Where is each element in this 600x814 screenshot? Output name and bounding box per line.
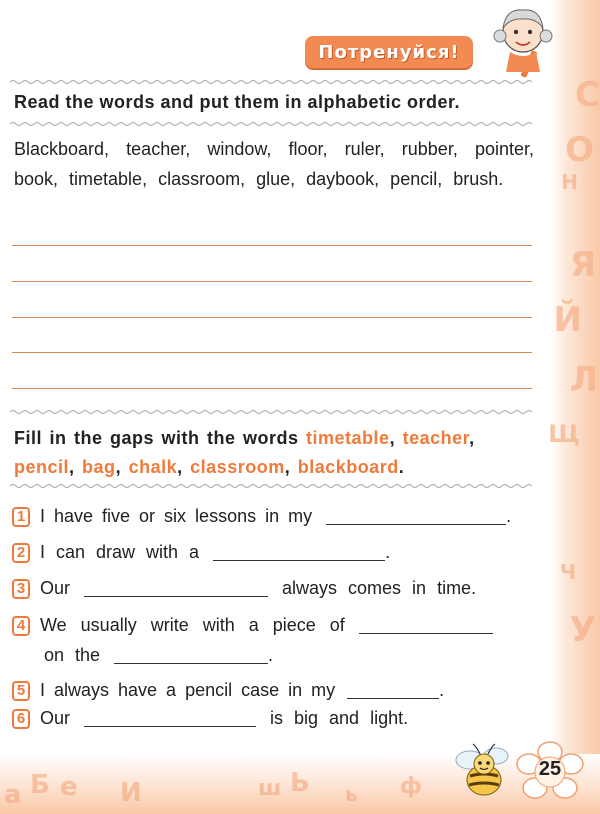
comma: , <box>389 428 396 448</box>
bottom-letter: е <box>60 772 78 802</box>
exercise1-word-list: Blackboard, teacher, window, floor, ruler, rubber, pointer, book, timetable, classroom, glue, daybook, pencil, brush. <box>14 139 534 189</box>
item-text: We usually write with a piece of <box>40 615 345 635</box>
bottom-letter: ф <box>400 774 422 799</box>
bee-mascot-icon <box>448 738 518 804</box>
item-end: . <box>385 542 391 562</box>
answer-line[interactable] <box>12 245 532 246</box>
bottom-letter: Б <box>30 770 50 800</box>
page-number: 25 <box>538 758 562 780</box>
comma: , <box>469 428 475 448</box>
comma: , <box>284 457 291 477</box>
wavy-divider <box>10 408 532 416</box>
item-number: 2 <box>12 543 30 563</box>
item-end: . <box>439 680 445 700</box>
gap-blank[interactable] <box>326 508 506 525</box>
period: . <box>398 457 405 477</box>
word-bag: bag <box>82 457 116 477</box>
side-letter: У <box>569 610 596 650</box>
side-letter: О <box>565 130 594 170</box>
girl-mascot-icon <box>488 2 558 80</box>
title-banner <box>305 36 473 68</box>
exercise-item-2 <box>12 542 536 563</box>
comma: , <box>69 457 75 477</box>
gap-blank[interactable] <box>359 617 493 634</box>
word-timetable: timetable <box>306 428 390 448</box>
gap-blank[interactable] <box>347 682 439 699</box>
wavy-divider <box>10 120 532 128</box>
item-number: 3 <box>12 579 30 599</box>
answer-line[interactable] <box>12 352 532 353</box>
comma: , <box>115 457 122 477</box>
answer-line[interactable] <box>12 281 532 282</box>
gap-blank[interactable] <box>114 647 268 664</box>
side-letter: Ч <box>559 560 576 584</box>
item-end: always comes in time. <box>282 578 477 598</box>
banner-title: Потренуйся! <box>318 41 460 63</box>
item-end: . <box>506 506 512 526</box>
item-text: Our <box>40 708 71 728</box>
bottom-letter: Ь <box>290 768 310 798</box>
exercise-item-1 <box>12 506 536 527</box>
exercise-item-4-line2 <box>44 645 568 666</box>
item-text: I always have a pencil case in my <box>40 680 336 700</box>
bottom-letter: а <box>4 780 22 810</box>
side-letter: С <box>575 75 600 115</box>
answer-line[interactable] <box>12 317 532 318</box>
side-letter: Л <box>569 360 598 400</box>
gap-blank[interactable] <box>84 580 268 597</box>
item-number: 1 <box>12 507 30 527</box>
item-end: . <box>268 645 274 665</box>
exercise-item-4 <box>12 615 536 636</box>
instruction-prefix: Fill in the gaps with the words <box>14 428 299 448</box>
side-decor-strip <box>550 0 600 814</box>
gap-blank[interactable] <box>213 544 385 561</box>
item-number: 5 <box>12 681 30 701</box>
bottom-letter: ш <box>258 776 282 801</box>
word-teacher: teacher <box>402 428 470 448</box>
side-letter: Й <box>553 300 582 340</box>
word-pencil: pencil <box>14 457 70 477</box>
word-chalk: chalk <box>128 457 178 477</box>
bottom-letter: ь <box>345 782 358 806</box>
comma: , <box>177 457 183 477</box>
wavy-divider <box>10 482 532 490</box>
exercise-item-3 <box>12 578 536 599</box>
exercise-item-6 <box>12 708 536 729</box>
item-number: 6 <box>12 709 30 729</box>
word-classroom: classroom <box>190 457 285 477</box>
item-text: on the <box>44 645 101 665</box>
item-text: I can draw with a <box>40 542 200 562</box>
word-blackboard: blackboard <box>297 457 399 477</box>
gap-blank[interactable] <box>84 710 256 727</box>
side-letter: Я <box>569 245 596 285</box>
exercise1-instruction: Read the words and put them in alphabetic order. <box>14 92 461 112</box>
exercise2-instruction <box>14 424 536 482</box>
side-letter: Н <box>561 170 578 194</box>
side-letter: Щ <box>548 420 580 448</box>
exercise-item-5 <box>12 680 536 701</box>
item-text: I have five or six lessons in my <box>40 506 313 526</box>
bottom-letter: И <box>120 778 142 808</box>
item-number: 4 <box>12 616 30 636</box>
item-end: is big and light. <box>270 708 409 728</box>
answer-line[interactable] <box>12 388 532 389</box>
wavy-divider <box>10 78 532 86</box>
item-text: Our <box>40 578 71 598</box>
